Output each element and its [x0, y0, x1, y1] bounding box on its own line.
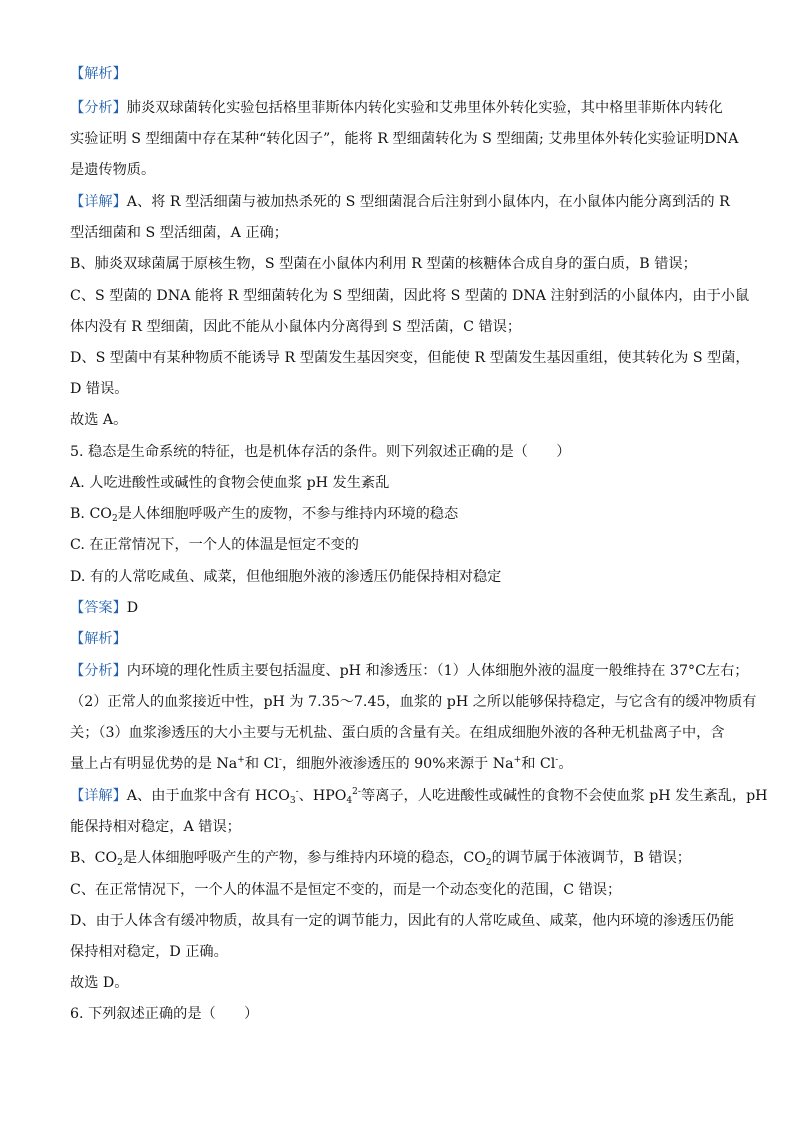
q5-fenxi-4e: ，细胞外液渗透压的 90%来源于 Na — [281, 756, 514, 772]
q4-detail-line-a2 — [70, 223, 726, 243]
q5-option-c-text: C. 在正常情况下，一个人的体温是恒定不变的 — [70, 537, 359, 553]
q5-detail-line-a1 — [70, 786, 768, 806]
q4-detail-line-d2 — [70, 379, 726, 399]
q6-stem-text: 6. 下列叙述正确的是（ ） — [70, 1006, 259, 1022]
q5-detail-a1a: A、由于血浆中含有 HCO — [126, 788, 290, 804]
q5-detail-a1c: - — [295, 787, 299, 797]
q5-detail-bc: 是人体细胞呼吸产生的产物，参与维持内环境的稳态，CO — [122, 850, 486, 866]
q4-fenxi-text-1: 肺炎双球菌转化实验包括格里菲斯体内转化实验和艾弗里体外转化实验，其中格里菲斯体内转化 — [126, 100, 723, 116]
q5-fenxi-text-3: 关；（3）血浆渗透压的大小主要与无机盐、蛋白质的含量有关。在组成细胞外液的各种无机盐离子中，含 — [70, 725, 725, 741]
q5-answer — [70, 598, 726, 618]
q4-choose — [70, 410, 726, 430]
q5-detail-a1d: 、HPO — [298, 788, 347, 804]
q5-detail-line-a2 — [70, 817, 726, 837]
q5-fenxi-line-1 — [70, 661, 749, 681]
q5-detail-a1b: 3 — [289, 796, 296, 806]
q5-option-b — [70, 504, 726, 524]
q4-detail-line-d1 — [70, 348, 750, 368]
q5-fenxi-line-3 — [70, 723, 726, 743]
q5-fenxi-4f: + — [513, 755, 522, 765]
q4-choose-text: 故选 A。 — [70, 412, 128, 428]
detail-tag: 【详解】 — [70, 788, 127, 804]
q4-fenxi-line-3 — [70, 160, 726, 180]
q5-detail-bb: 2 — [117, 858, 123, 868]
q5-fenxi-4d: - — [278, 755, 282, 765]
q5-answer-value: D — [126, 600, 139, 616]
q5-detail-d2: 保持相对稳定，D 正确。 — [70, 944, 228, 960]
answer-tag: 【答案】 — [70, 600, 127, 616]
q5-detail-bd: 2 — [485, 858, 492, 868]
q5-detail-be: 的调节属于体液调节，B 错误； — [491, 850, 691, 866]
q5-detail-line-d1 — [70, 911, 735, 931]
q5-detail-a2: 能保持相对稳定，A 错误； — [70, 819, 241, 835]
q5-fenxi-4g: 和 Cl — [521, 756, 556, 772]
q5-option-d — [70, 567, 726, 587]
q5-option-a-text: A. 人吃进酸性或碱性的食物会使血浆 pH 发生紊乱 — [70, 475, 390, 491]
q5-detail-line-d2 — [70, 942, 726, 962]
q5-option-c — [70, 535, 726, 555]
q4-detail-line-a1 — [70, 192, 730, 212]
q5-fenxi-4h: - — [555, 755, 559, 765]
q5-option-b-post: 是人体细胞呼吸产生的废物，不参与维持内环境的稳态 — [117, 506, 459, 522]
q4-fenxi-text-3: 是遗传物质。 — [70, 162, 156, 178]
q4-detail-line-c1 — [70, 286, 750, 306]
q5-fenxi-4a: 量上占有明显优势的是 Na — [70, 756, 238, 772]
q6-stem — [70, 1004, 726, 1024]
q5-fenxi-text-2: （2）正常人的血浆接近中性，pH 为 7.35～7.45，血浆的 pH 之所以能够保持稳定，与它含有的缓冲物质有 — [70, 694, 757, 710]
fenxi-tag: 【分析】 — [70, 100, 127, 116]
q5-choose — [70, 973, 726, 993]
q5-choose-text: 故选 D。 — [70, 975, 129, 991]
q5-detail-a1g: 等离子，人吃进酸性或碱性的食物不会使血浆 pH 发生紊乱，pH — [360, 788, 768, 804]
q4-detail-c1: C、S 型菌的 DNA 能将 R 型细菌转化为 S 型细菌，因此将 S 型菌的 DNA 注射到活的小鼠体内，由于小鼠 — [70, 288, 750, 304]
q5-detail-c: C、在正常情况下，一个人的体温不是恒定不变的，而是一个动态变化的范围，C 错误； — [70, 882, 622, 898]
q5-fenxi-4c: 和 Cl — [244, 756, 279, 772]
analysis-tag: 【解析】 — [70, 631, 127, 647]
q4-detail-line-c2 — [70, 317, 726, 337]
q5-detail-ba: B、CO — [70, 850, 118, 866]
q4-fenxi-text-2: 实验证明 S 型细菌中存在某种“转化因子”，能将 R 型细菌转化为 S 型细菌; 艾弗里体外转化实验证明DNA — [70, 131, 739, 147]
q5-fenxi-line-4 — [70, 754, 726, 774]
q4-fenxi-line-1 — [70, 98, 726, 118]
q5-detail-d1: D、由于人体含有缓冲物质，故具有一定的调节能力，因此有的人常吃咸鱼、咸菜，他内环境的渗透压仍能 — [70, 913, 735, 929]
q4-detail-line-b — [70, 254, 726, 274]
q5-option-b-pre: B. CO — [70, 506, 112, 522]
q5-option-b-sub: 2 — [111, 514, 118, 524]
q5-fenxi-text-1: 内环境的理化性质主要包括温度、pH 和渗透压：（1）人体细胞外液的温度一般维持在 37°C左右； — [126, 663, 749, 679]
q4-detail-b: B、肺炎双球菌属于原核生物，S 型菌在小鼠体内利用 R 型菌的核糖体合成自身的蛋白质，B 错误； — [70, 256, 697, 272]
q5-analysis-heading — [70, 629, 726, 649]
fenxi-tag: 【分析】 — [70, 663, 127, 679]
q4-detail-d2: D 错误。 — [70, 381, 129, 397]
q4-detail-a1: A、将 R 型活细菌与被加热杀死的 S 型细菌混合后注射到小鼠体内，在小鼠体内能分离到活的 R — [126, 194, 730, 210]
q5-option-a — [70, 473, 726, 493]
q5-detail-a1f: 2- — [352, 787, 361, 797]
q5-fenxi-4i: 。 — [558, 756, 573, 772]
q5-stem-text: 5. 稳态是生命系统的特征，也是机体存活的条件。则下列叙述正确的是（ ） — [70, 444, 571, 460]
q5-detail-line-b — [70, 848, 726, 868]
q5-detail-line-c — [70, 880, 726, 900]
q5-fenxi-4b: + — [237, 755, 245, 765]
q5-option-d-text: D. 有的人常吃咸鱼、咸菜，但他细胞外液的渗透压仍能保持相对稳定 — [70, 569, 502, 585]
q4-fenxi-line-2 — [70, 129, 739, 149]
q5-stem — [70, 442, 726, 462]
detail-tag: 【详解】 — [70, 194, 127, 210]
q4-detail-c2: 体内没有 R 型细菌，因此不能从小鼠体内分离得到 S 型活菌，C 错误； — [70, 319, 522, 335]
q5-fenxi-line-2 — [70, 692, 757, 712]
analysis-heading — [70, 64, 726, 84]
q4-detail-a2: 型活细菌和 S 型活细菌，A 正确； — [70, 225, 288, 241]
analysis-tag: 【解析】 — [70, 66, 127, 82]
q4-detail-d1: D、S 型菌中有某种物质不能诱导 R 型菌发生基因突变，但能使 R 型菌发生基因重组，使其转化为 S 型菌， — [70, 350, 750, 366]
q5-detail-a1e: 4 — [346, 796, 353, 806]
